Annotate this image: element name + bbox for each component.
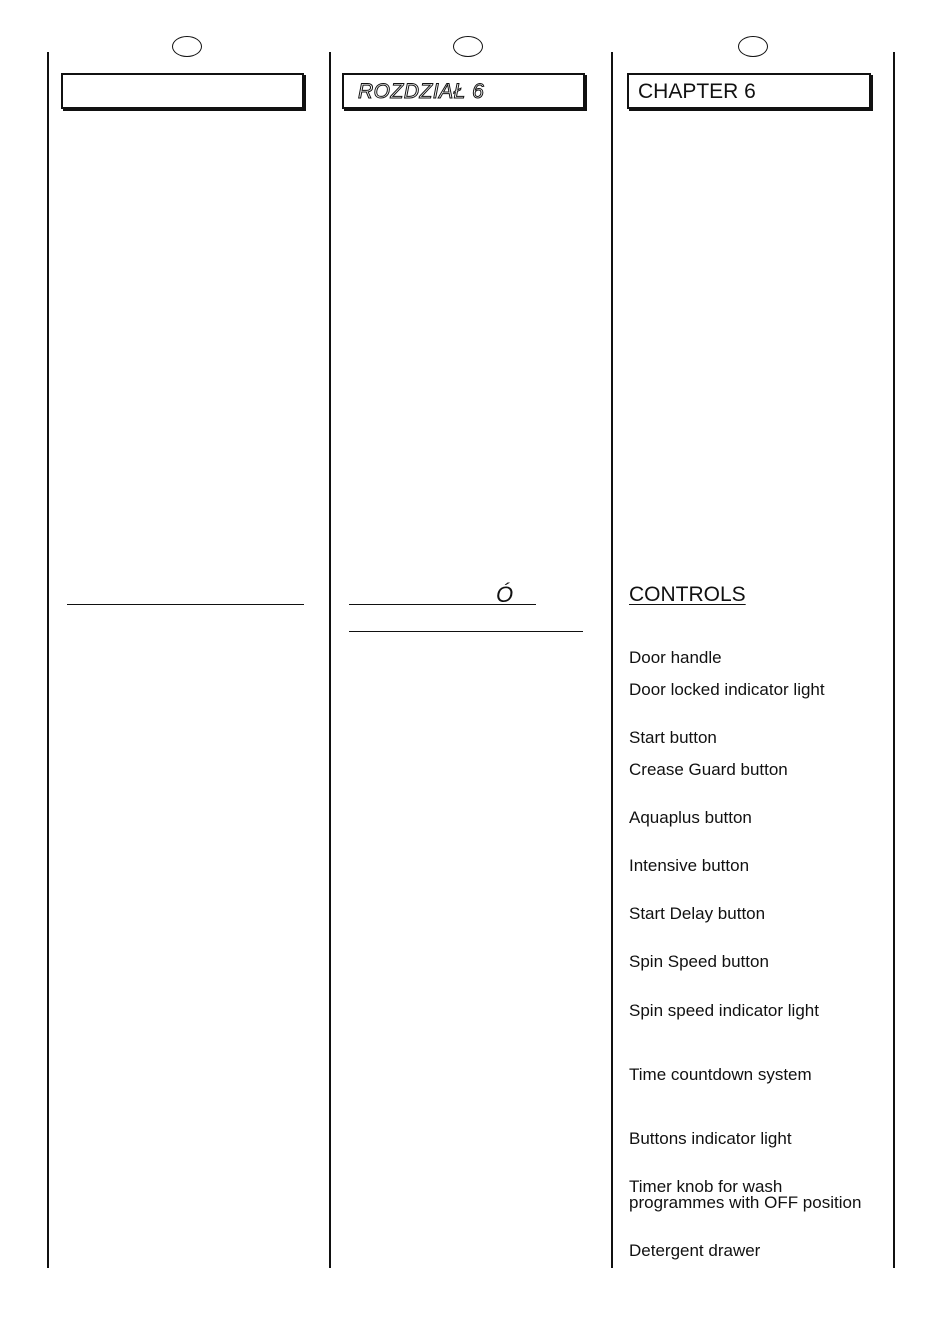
heading-accent-middle: Ó — [496, 582, 514, 607]
control-item-crease-guard: Crease Guard button — [629, 760, 788, 779]
control-item-intensive: Intensive button — [629, 856, 750, 875]
control-item-timer-knob-line2: programmes with OFF position — [629, 1193, 862, 1212]
control-item-timer-knob-line1: Timer knob for wash — [629, 1177, 783, 1196]
control-item-detergent-drawer: Detergent drawer — [629, 1241, 761, 1260]
chapter-title-middle: ROZDZIAŁ 6 — [358, 80, 485, 103]
chapter-box-right — [627, 73, 871, 109]
control-item-aquaplus: Aquaplus button — [629, 808, 752, 827]
control-item-door-locked-light: Door locked indicator light — [629, 680, 825, 699]
language-oval-middle — [453, 36, 483, 57]
chapter-title-right: CHAPTER 6 — [638, 80, 756, 103]
controls-heading: CONTROLS — [629, 583, 746, 606]
column-divider-left — [47, 52, 49, 1268]
column-divider-edge — [893, 52, 895, 1268]
language-oval-right — [738, 36, 768, 57]
control-item-buttons-light: Buttons indicator light — [629, 1129, 792, 1148]
heading-rule-left — [67, 604, 304, 605]
control-item-start-delay: Start Delay button — [629, 904, 766, 923]
chapter-box-middle — [342, 73, 585, 109]
chapter-box-left — [61, 73, 304, 109]
control-item-spin-speed: Spin Speed button — [629, 952, 769, 971]
control-item-door-handle: Door handle — [629, 648, 722, 667]
heading-rule-middle-bottom — [349, 631, 583, 632]
control-item-spin-speed-light: Spin speed indicator light — [629, 1001, 819, 1020]
control-item-start-button: Start button — [629, 728, 717, 747]
column-divider-right — [611, 52, 613, 1268]
language-oval-left — [172, 36, 202, 57]
control-item-time-countdown: Time countdown system — [629, 1065, 812, 1084]
column-divider-middle — [329, 52, 331, 1268]
